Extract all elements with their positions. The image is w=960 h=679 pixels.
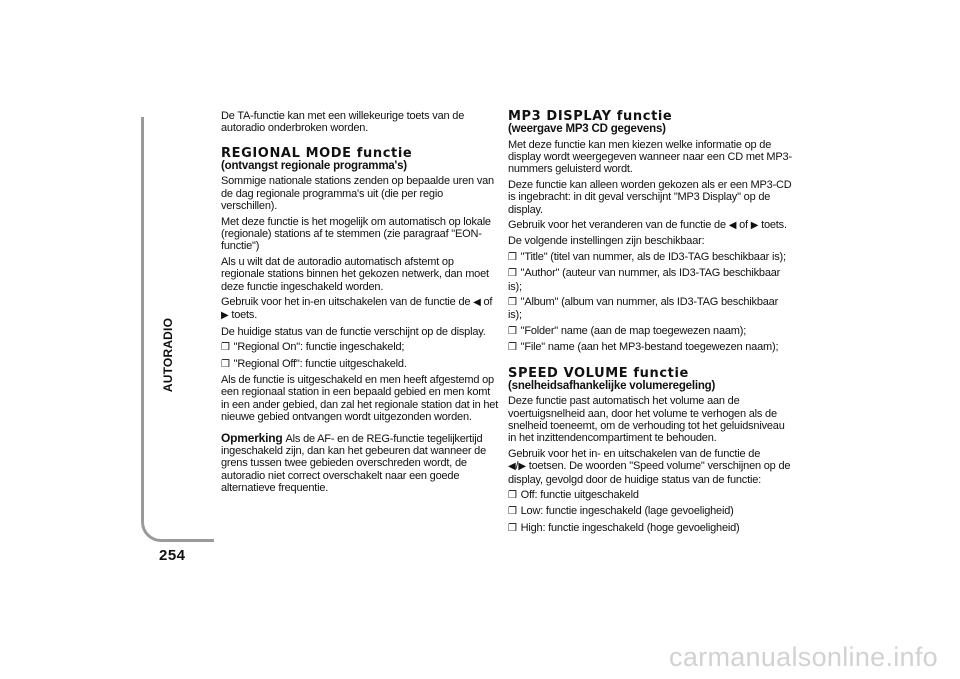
list-item-text: "File" name (aan het MP3-bestand toegewezen naam); [520,341,779,354]
arrow-right-icon: ▶ [750,219,759,231]
checkbox-bullet-icon: ❒ [508,522,517,534]
checkbox-bullet-icon: ❒ [508,251,517,263]
text-span: Gebruik voor het in-en uitschakelen van de functie de [221,295,471,308]
paragraph: Als u wilt dat de autoradio automatisch afstemt op regionale stations binnen het gekozen netwerk, dan moet deze functie ingeschakeld worden. [221,255,489,293]
list-item [508,325,794,338]
list-item [508,296,794,322]
text-span: Gebruik voor het in- en uitschakelen van de functie de [508,447,761,460]
checkbox-bullet-icon: ❒ [508,268,517,280]
text-span: Gebruik voor het veranderen van de functie de [508,218,726,231]
regional-subtitle: (ontvangst regionale programma's) [221,159,407,172]
paragraph: Deze functie past automatisch het volume aan de voertuigsnelheid aan, door het volume te verhogen als de snelheid toeneemt, om de verhouding tot het geluidsniveau in het inzittendencompartiment te behouden. [508,395,785,445]
list-item [221,341,499,354]
note-text: Als de AF- en de REG-functie tegelijkertijd ingeschakeld zijn, dan kan het gebeuren dat wanneer de grens tussen twee gebieden overschreden wordt, de autoradio niet correct overschakelt naar een goede alternatieve frequentie. [221,432,487,495]
paragraph [508,219,794,232]
list-item-text: "Author" (auteur van nummer, als ID3-TAG beschikbaar is); [508,267,781,293]
arrow-left-icon: ◀ [473,296,481,308]
paragraph: De huidige status van de functie verschijnt op de display. [221,325,486,338]
checkbox-bullet-icon: ❒ [508,325,517,337]
paragraph [221,296,499,323]
checkbox-bullet-icon: ❒ [221,358,230,370]
regional-heading [221,147,499,173]
mp3-subtitle: (weergave MP3 CD gegevens) [508,123,666,135]
watermark: carmanualsonline.info [669,642,938,672]
paragraph: Als de functie is uitgeschakeld en men heeft afgestemd op een regionaal station in een bepaald gebied en men komt in een ander gebied, dan zal het regionale station dat in het nieuwe gebied ontvangen wordt uitgezonden worden. [221,374,499,424]
text-span: toets. [231,309,258,322]
regional-title: REGIONAL MODE functie [221,145,413,161]
paragraph: De volgende instellingen zijn beschikbaar: [508,235,705,248]
paragraph [508,448,794,486]
list-item-text: "Folder" name (aan de map toegewezen naam); [520,324,747,337]
text-span: toetsen. De woorden "Speed volume" verschijnen op de display, gevolgd door de huidige status van de functie: [508,460,791,486]
list-item-text: "Title" (titel van nummer, als de ID3-TAG beschikbaar is); [520,250,786,263]
text-span: / [515,460,519,473]
list-item [508,489,794,502]
list-item-text: "Regional On": functie ingeschakeld; [233,341,405,354]
left-column [221,110,499,498]
right-column [508,110,794,538]
list-item-text: "Regional Off": functie uitgeschakeld. [233,357,407,370]
note-paragraph [221,432,499,495]
arrow-left-icon: ◀ [508,461,516,473]
mp3-title: MP3 DISPLAY functie [508,109,673,124]
note-label: Opmerking [221,430,283,445]
arrow-right-icon: ▶ [221,310,229,322]
mp3-heading [508,110,794,136]
speed-heading [508,367,794,393]
list-item-text: High: functie ingeschakeld (hoge gevoeligheid) [520,521,740,534]
speed-title: SPEED VOLUME functie [508,365,689,381]
text-span: of [483,295,493,308]
list-item-text: Low: functie ingeschakeld (lage gevoeligheid) [520,505,734,518]
list-item [508,522,794,535]
checkbox-bullet-icon: ❒ [508,342,517,354]
list-item-text: "Album" (album van nummer, als ID3-TAG beschikbaar is); [508,295,779,322]
paragraph: Sommige nationale stations zenden op bepaalde uren van de dag regionale programma's uit (die per regio verschillen). [221,175,494,213]
paragraph: Deze functie kan alleen worden gekozen als er een MP3-CD is ingebracht: in dit geval verschijnt "MP3 Display" op de display. [508,178,792,216]
list-item [221,358,499,371]
list-item [508,267,794,293]
arrow-right-icon: ▶ [518,461,526,473]
checkbox-bullet-icon: ❒ [508,489,517,501]
section-tab: AUTORADIO [161,317,175,393]
checkbox-bullet-icon: ❒ [508,296,517,308]
checkbox-bullet-icon: ❒ [221,342,230,354]
list-item-text: Off: functie uitgeschakeld [520,488,639,501]
page-number: 254 [159,547,186,564]
checkbox-bullet-icon: ❒ [508,506,517,518]
text-span: of [739,218,748,231]
list-item [508,505,794,518]
speed-subtitle: (snelheidsafhankelijke volumeregeling) [508,379,716,392]
list-item [508,251,794,264]
paragraph: Met deze functie kan men kiezen welke informatie op de display wordt weergegeven wanneer naar een CD met MP3-nummers geluisterd wordt. [508,138,792,176]
page-margin-border [141,117,214,542]
arrow-left-icon: ◀ [728,219,737,231]
paragraph: Met deze functie is het mogelijk om automatisch op lokale (regionale) stations af te stemmen (zie paragraaf "EON-functie") [221,215,491,253]
text-span: toets. [761,218,787,231]
intro-paragraph: De TA-functie kan met een willekeurige toets van de autoradio onderbroken worden. [221,110,465,135]
list-item [508,341,794,354]
